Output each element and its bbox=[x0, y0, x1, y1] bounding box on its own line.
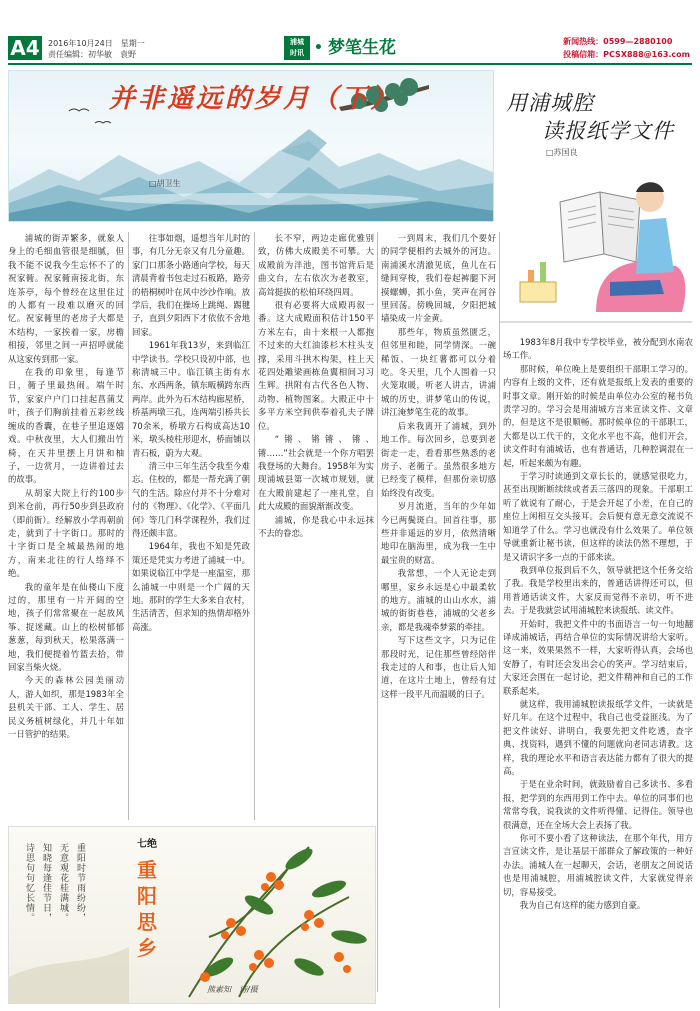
header-meta bbox=[48, 38, 145, 60]
article2-body bbox=[503, 336, 693, 1008]
flying-birds-icon bbox=[69, 109, 111, 123]
newspaper-badge bbox=[284, 36, 310, 60]
poem-box bbox=[8, 826, 376, 1004]
paragraph: 在我的印象里，每逢节日，衕子里最热闹。端午时节，家家户户门口挂起菖蒲艾叶，孩子们胸前挂着五彩丝线缠成的香囊，在巷子里追逐嬉戏。中秋夜里，大人们搬出竹椅，在天井里摆上月饼和柚子，一边赏月，一边讲着过去的故事。 bbox=[8, 367, 124, 485]
article1-column-2 bbox=[132, 232, 250, 820]
article-banner bbox=[8, 70, 494, 222]
article1-column-3 bbox=[258, 232, 374, 820]
reading-man-illustration bbox=[500, 162, 692, 332]
article-title: 并非遥远的岁月（下） bbox=[109, 84, 400, 114]
poem-byline: 熊素知 诗/摄 bbox=[207, 985, 258, 994]
column-separator: • bbox=[314, 40, 323, 56]
paragraph: 1983年8月我中专学校毕业，被分配到水南农场工作。 bbox=[503, 337, 693, 361]
poem-line: 知晓每逢佳节日， bbox=[41, 843, 51, 923]
article2-author: □苏国良 bbox=[546, 148, 578, 157]
paragraph: 岁月流逝，当年的少年如今已两鬓斑白。回首往事，那些并非遥远的岁月，依然清晰地印在脑海里，成为我一生中最宝贵的财富。 bbox=[381, 501, 496, 565]
paragraph: 写下这些文字，只为记住那段时光，记住那些曾经陪伴我走过的人和事，也让后人知道，在这片土地上，曾经有过这样一段平凡而温暖的日子。 bbox=[381, 635, 496, 699]
paragraph: 就这样，我用浦城腔读报纸学文件，一读就是好几年。在这个过程中，我自己也受益匪浅。为了把文件读好、讲明白，我要先把文件吃透，查字典、找资料，遇到不懂的问题就向老同志请教。这样，我的理论水平和语言表达能力都有了很大的提高。 bbox=[503, 698, 693, 776]
column-divider bbox=[499, 232, 500, 1008]
paragraph: 1964年，我也不知是凭政策还是凭实力考进了浦城一中。如果说临江中学是一座温室，那么浦城一中则是一个广阔的天地。那时的学生大多来自农村，生活清苦，但求知的热情却格外高涨。 bbox=[132, 541, 250, 632]
paragraph: 从胡家大院上行约100步到米仓前，再行50步到县政府（即前衙）。经解放小学再朝前走，就到了十字街口。那时的十字街口是全城最热闹的地方，南来北往的行人络绎不绝。 bbox=[8, 487, 124, 579]
paragraph: 很有必要将大成殿再叙一番。这大成殿面积估计150平方米左右，由十来根一人都抱不过来的大红油漆杉木柱头支撑，采用斗拱木构架，柱上天花四处雕梁画栋鱼翼相间习习生辉。拱附有古代各色人物、动物、植物图案。大殿正中十多平方米空间供奉着孔夫子牌位。 bbox=[258, 300, 374, 431]
poem-line: 重阳时节雨纷纷， bbox=[75, 843, 85, 923]
poem-title: 重阳思乡 bbox=[137, 858, 157, 960]
email-address: PCSX888@163.com bbox=[603, 50, 690, 59]
contact-info bbox=[563, 35, 690, 61]
hotline-label: 新闻热线： bbox=[563, 37, 604, 46]
paragraph: 后来我离开了浦城，到外地工作。每次回乡，总要到老街走一走，看看那些熟悉的老房子、老衕子。虽然很多地方已经变了模样，但那份亲切感始终没有改变。 bbox=[381, 420, 496, 498]
paragraph: 长不窄，两边走廊优雅别致，仿佛大成殿美不可攀。大成殿前为泮池，图书馆背后是曲文台，左右依次为老教室，高耸挺拔的松柏环绕四周。 bbox=[258, 233, 374, 297]
paragraph: 我的童年是在仙楼山下度过的，那里有一片开阔的空地，孩子们常常聚在一起放风筝、捉迷藏。山上的松树郁郁葱葱，每到秋天，松果落满一地，我们便提着竹篮去拾，带回家当柴火烧。 bbox=[8, 581, 124, 672]
badge-top: 浦城 bbox=[290, 38, 304, 46]
paragraph: 我到单位报到后不久，领导就把这个任务交给了我。我是学校里出来的，普通话讲得还可以，但用普通话读文件，大家反而觉得不亲切，听不进去。于是我就尝试用浦城腔来读报纸、读文件。 bbox=[503, 564, 693, 616]
poem-line: 诗思句句忆长情。 bbox=[24, 843, 34, 923]
paragraph: 于学习时读通到文章长长的，就感觉很吃力，甚至出现断断续续或者丢三落四的现象。干部职工听了就说有了耐心，于是会开起了小差，在自己的座位上闲相互交头接耳。会后便有意无意交流说不知道学了什么。学习也就没有什么效果了。单位领导就重新让秘书读，但这样的读法仍然不理想，于是又请识字多一点的干部来读。 bbox=[503, 471, 693, 562]
column-divider bbox=[377, 232, 378, 992]
page-header bbox=[0, 0, 700, 66]
column-divider bbox=[254, 232, 255, 820]
column-divider bbox=[128, 232, 129, 820]
paragraph: 今天的森林公园美丽动人，游人如织，那是1983年全县机关干部、工人、学生、居民义务植树绿化，并几十年如一日管护的结果。 bbox=[8, 675, 124, 740]
article1-column-1 bbox=[8, 232, 124, 820]
article-author: □胡卫生 bbox=[149, 179, 181, 188]
badge-bottom: 时讯 bbox=[290, 49, 304, 57]
paragraph: 清三中三年生活令我至今难忘。住校的，都是一帮充满了朝气的生活。除应付并不十分难对付的《物理》、《化学》、《平面几何》等几门科学课程外，我们过得还颇丰富。 bbox=[132, 460, 250, 538]
paragraph: 一到周末，我们几个要好的同学便相约去城外的河边。南浦溪水清澈见底，鱼儿在石缝间穿梭，我们卷起裤腿下河摸螺蛳，抓小鱼，笑声在河谷里回荡。傍晚回城，夕阳把城墙染成一片金黄。 bbox=[381, 233, 496, 324]
page-number: A4 bbox=[8, 36, 42, 60]
paragraph: 浦城，你是我心中永远抹不去的眷恋。 bbox=[258, 514, 374, 538]
article2-title-line2: 读报纸学文件 bbox=[542, 119, 674, 143]
article1-column-4 bbox=[381, 232, 496, 984]
column-title: 梦笔生花 bbox=[328, 38, 396, 58]
poem-verses bbox=[23, 843, 85, 973]
paragraph: 我常想，一个人无论走到哪里，家乡永远是心中最柔软的地方。浦城的山山水水，浦城的街街巷巷，浦城的父老乡亲，都是我魂牵梦萦的牵挂。 bbox=[381, 568, 496, 632]
paragraph: 那时候，单位晚上是要组织干部职工学习的。内容有上级的文件，还有就是报纸上发表的重要的时事文章。刚开始的时候是由单位办公室的秘书负责学习的。学习会是用浦城方言来宣读文件、文章的，但是这不是很顺畅。那时候单位的干部职工，大都是以工代干的，文化水平也不高，他们开会，读文件时有浦城话，也有普通话，几种腔调混在一起，听起来颇为有趣。 bbox=[503, 363, 693, 468]
paragraph: “锵、锵锵、锵、锵……”社会就是一个你方唱罢我登场的大舞台。1958年为实现浦城县第一次城市规划，就在大殿前建起了一座礼堂，自此大成殿的面貌渐渐改变。 bbox=[258, 434, 374, 512]
editor-credit: 责任编辑：初华敏 袁野 bbox=[48, 50, 136, 59]
paragraph: 开始时，我把文件中的书面语言一句一句地翻译成浦城话，再结合单位的实际情况讲给大家听。这一来，效果果然不一样，大家听得认真，会场也安静了，有时还会发出会心的笑声。学习结束后，大家还会围在一起讨论，把文件精神和自己的工作联系起来。 bbox=[503, 618, 693, 696]
paragraph: 我为自己有这样的能力感到自豪。 bbox=[519, 900, 646, 911]
paragraph: 于是在业余时间，就鼓励着自己多读书、多看报，把学到的东西用到工作中去。单位的同事们也常常夸我，说我读的文件听得懂、记得住。领导也很满意，还在全场大会上表扬了我。 bbox=[503, 779, 693, 830]
poem-form-label: 七绝 bbox=[137, 839, 157, 850]
header-rule bbox=[8, 63, 692, 65]
hotline-number: 0599—2880100 bbox=[603, 37, 673, 46]
paragraph: 往事如烟，遥想当年儿时的事，有几分无奈又有几分童趣。家门口那条小路通向学校，每天清晨背着书包走过石板路，路旁的梧桐树叶在风中沙沙作响。放学后，我们在操场上跳绳、踢毽子，直到夕阳西下才依依不舍地回家。 bbox=[132, 233, 250, 337]
poem-line: 无意观花桂满城。 bbox=[58, 843, 68, 923]
paragraph: 你可不要小看了这种读法，在那个年代，用方言宣读文件，是让基层干部群众了解政策的一种好办法。浦城人在一起聊天，会话，老朋友之间说话也是用浦城腔，用浦城腔读文件，大家就觉得亲切，容易接受。 bbox=[503, 833, 693, 897]
issue-date: 2016年10月24日 星期一 bbox=[48, 39, 145, 48]
paragraph: 那些年，物质虽然匮乏，但邻里和睦，同学情深。一碗稀饭、一块红薯都可以分着吃。冬天里，几个人围着一只火笼取暖，听老人讲古，讲浦城的历史，讲梦笔山的传说，讲江淹梦笔生花的故事。 bbox=[381, 326, 496, 418]
paragraph: 1961年我13岁，来到临江中学读书。学校只设初中部，也称清城三中。临江镇主街有水东、水西两条，镇东畈横跨东西两岸。此外为石木结构廊屋桥，桥基两墩三孔，连两端引桥共长70余米，桥墩方石构成高达10米，墩头棱柱形迎水，桥面铺以青石板，蔚为大观。 bbox=[132, 340, 250, 458]
paragraph: 浦城的街弄繁多，就象人身上的毛细血管很是细腻，但我不能不说我今生忘怀不了的祝家衕。祝家衕南接北街，东连茶亭，每个曾经在这里住过的人都有一段难以磨灭的回忆。祝家衕里的老房子大都是木结构，一家挨着一家，房檐相接，邻里之间一声招呼就能从这家传到那一家。 bbox=[8, 233, 124, 364]
email-label: 投稿信箱： bbox=[563, 50, 604, 59]
article2-title-line1: 用浦城腔 bbox=[506, 91, 594, 115]
